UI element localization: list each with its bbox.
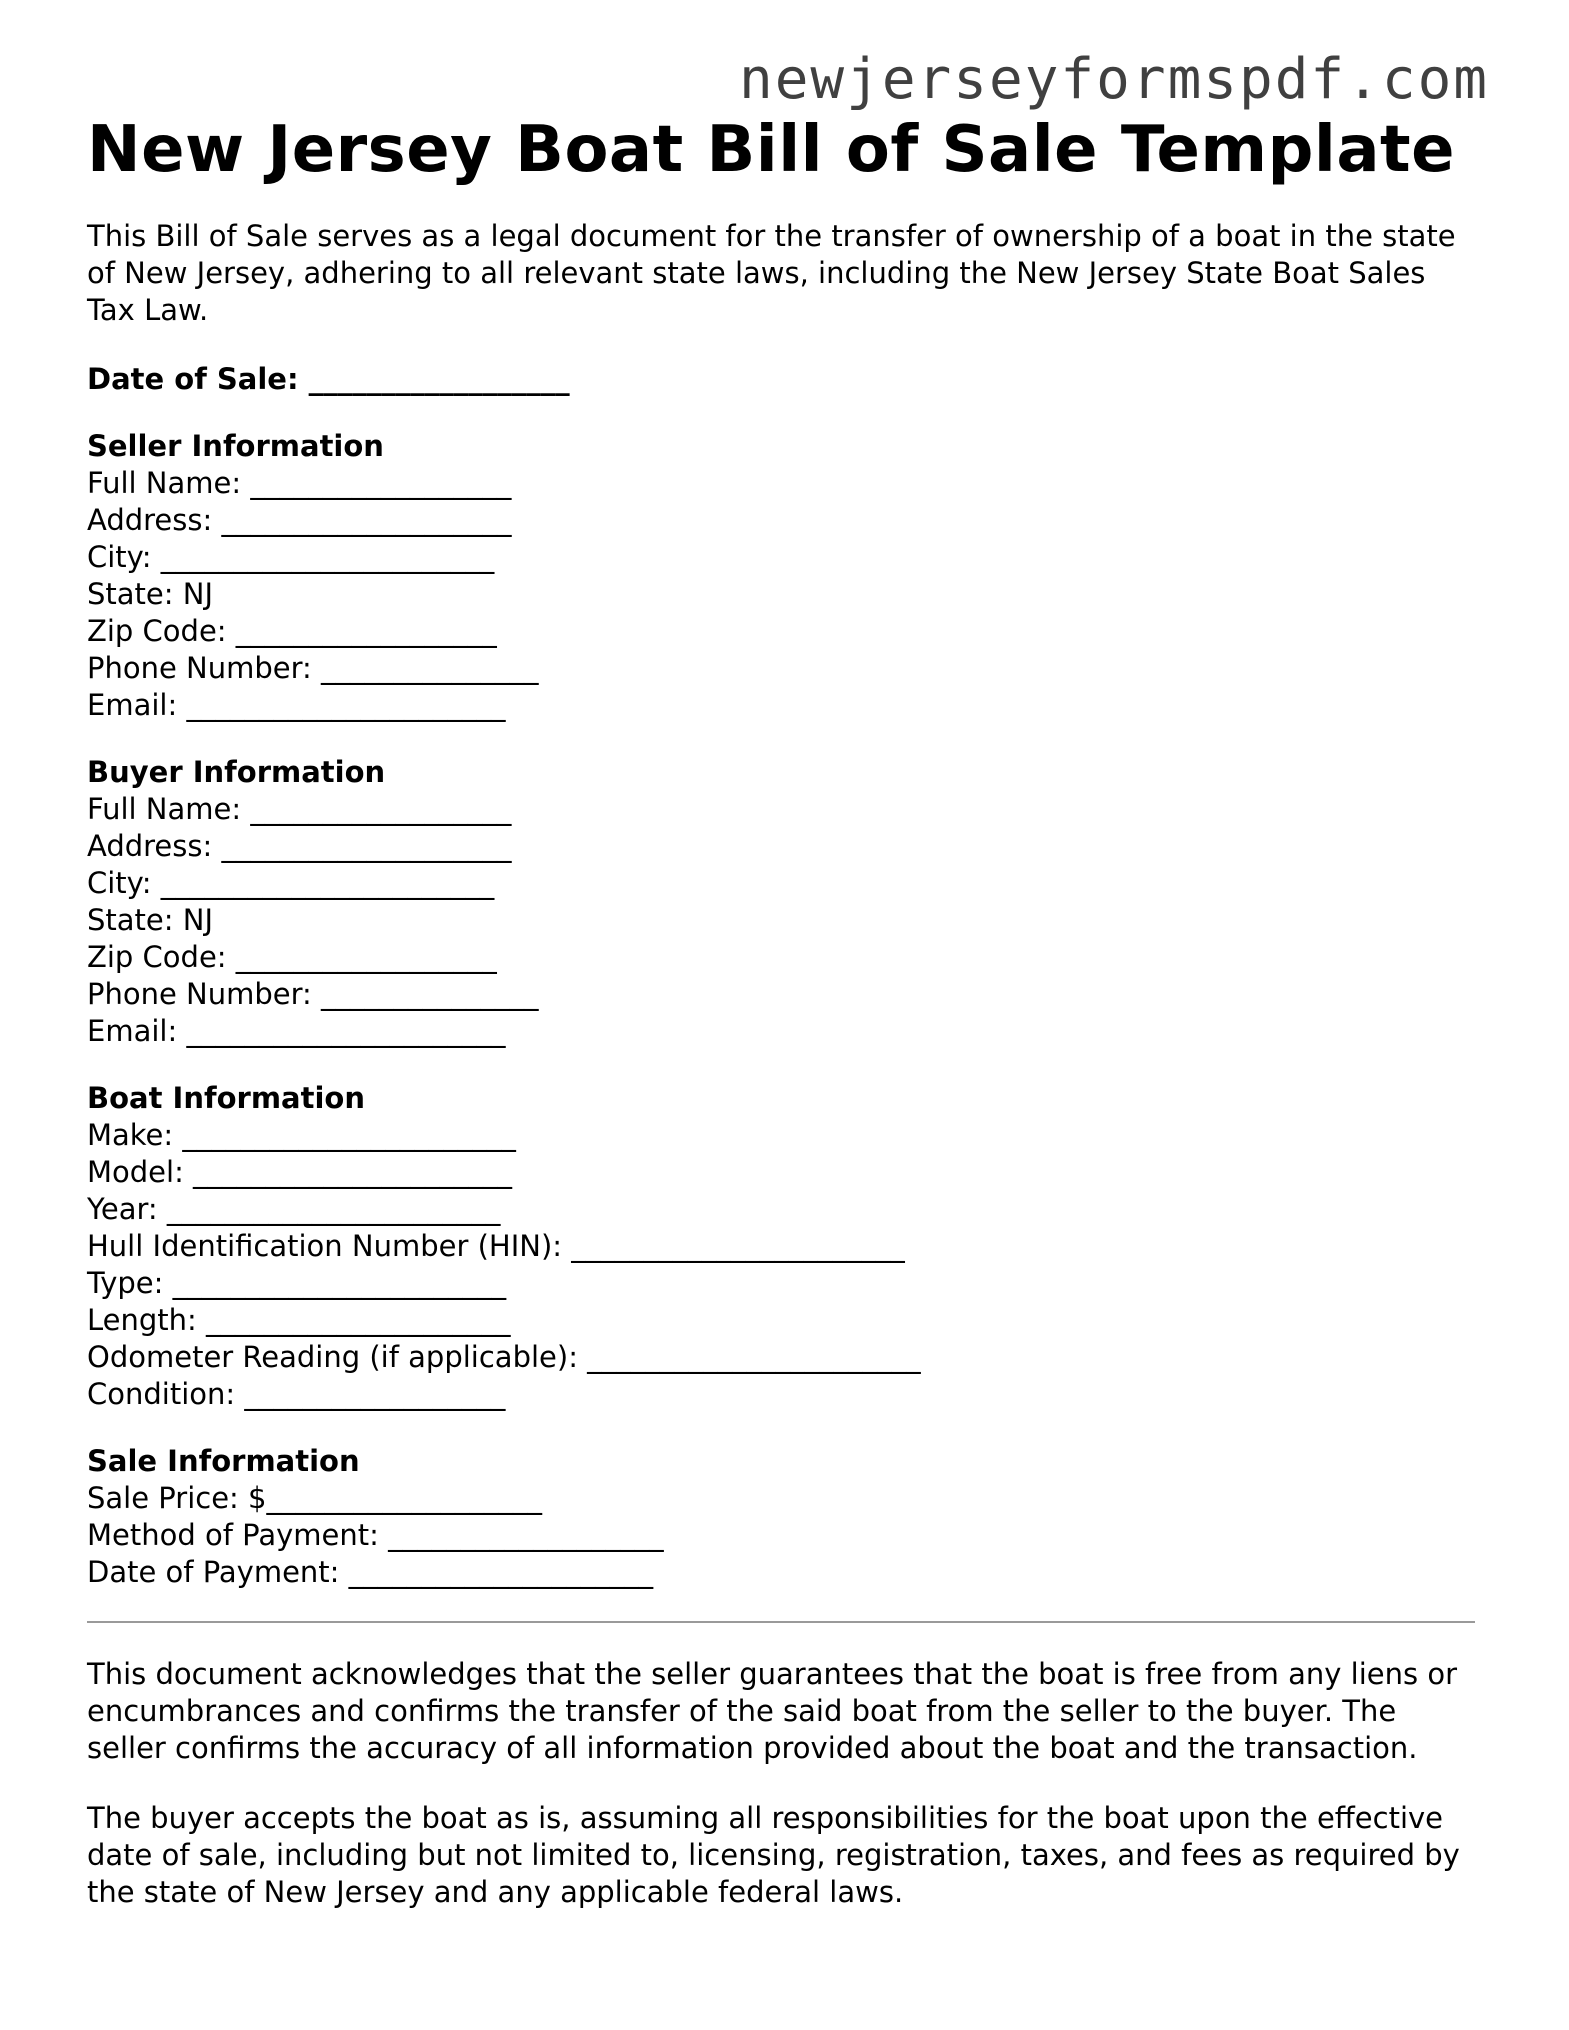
seller-information-title: Seller Information [87,429,384,463]
boat-length-field: Length: _____________________ [87,1303,511,1337]
boat-model-field: Model: ______________________ [87,1155,513,1189]
date-of-payment-field: Date of Payment: _____________________ [87,1555,654,1589]
buyer-information-section [87,754,1477,1050]
buyer-city-field: City: _______________________ [87,866,495,900]
sale-information-section [87,1443,1477,1591]
document-title: New Jersey Boat Bill of Sale Template [87,113,1456,187]
buyer-full-name-field: Full Name: __________________ [87,792,512,826]
seller-address-field: Address: ____________________ [87,503,512,537]
seller-email-field: Email: ______________________ [87,688,506,722]
buyer-phone-number-field: Phone Number: _______________ [87,977,539,1011]
acceptance-paragraph: The buyer accepts the boat as is, assuming all responsibilities for the boat upon the effective date of sale, including but not limited to, licensing, registration, taxes, and fees as required by the state of New Jersey and any applicable federal laws. [87,1801,1460,1909]
buyer-address-field: Address: ____________________ [87,829,512,863]
buyer-zip-code-field: Zip Code: __________________ [87,940,497,974]
seller-information-section [87,428,1477,724]
buyer-information-title: Buyer Information [87,755,386,789]
seller-city-field: City: _______________________ [87,540,495,574]
document-body [87,110,1477,1911]
boat-condition-field: Condition: __________________ [87,1377,506,1411]
boat-hin-field: Hull Identification Number (HIN): _______________________ [87,1229,905,1263]
buyer-state-field: State: NJ [87,903,213,937]
method-of-payment-field: Method of Payment: ___________________ [87,1518,664,1552]
acknowledgement-paragraph: This document acknowledges that the seller guarantees that the boat is free from any liens or encumbrances and confirms the transfer of the said boat from the seller to the buyer. The seller confirms the accuracy of all information provided about the boat and the transaction. [87,1657,1458,1765]
date-of-sale-field: Date of Sale: __________________ [87,362,570,396]
seller-full-name-field: Full Name: __________________ [87,466,512,500]
boat-information-section [87,1080,1477,1413]
boat-odometer-field: Odometer Reading (if applicable): _______________________ [87,1340,921,1374]
intro-paragraph: This Bill of Sale serves as a legal document for the transfer of ownership of a boat in the state of New Jersey, adhering to all relevant state laws, including the New Jersey State Boat Sales Tax Law. [87,219,1456,327]
seller-state-field: State: NJ [87,577,213,611]
boat-type-field: Type: _______________________ [87,1266,507,1300]
boat-year-field: Year: _______________________ [87,1192,501,1226]
section-divider [87,1621,1475,1623]
watermark: newjerseyformspdf.com [738,47,1489,112]
boat-make-field: Make: _______________________ [87,1118,516,1152]
buyer-email-field: Email: ______________________ [87,1014,506,1048]
seller-zip-code-field: Zip Code: __________________ [87,614,497,648]
sale-information-title: Sale Information [87,1444,360,1478]
boat-information-title: Boat Information [87,1081,365,1115]
sale-price-field: Sale Price: $___________________ [87,1481,542,1515]
seller-phone-number-field: Phone Number: _______________ [87,651,539,685]
